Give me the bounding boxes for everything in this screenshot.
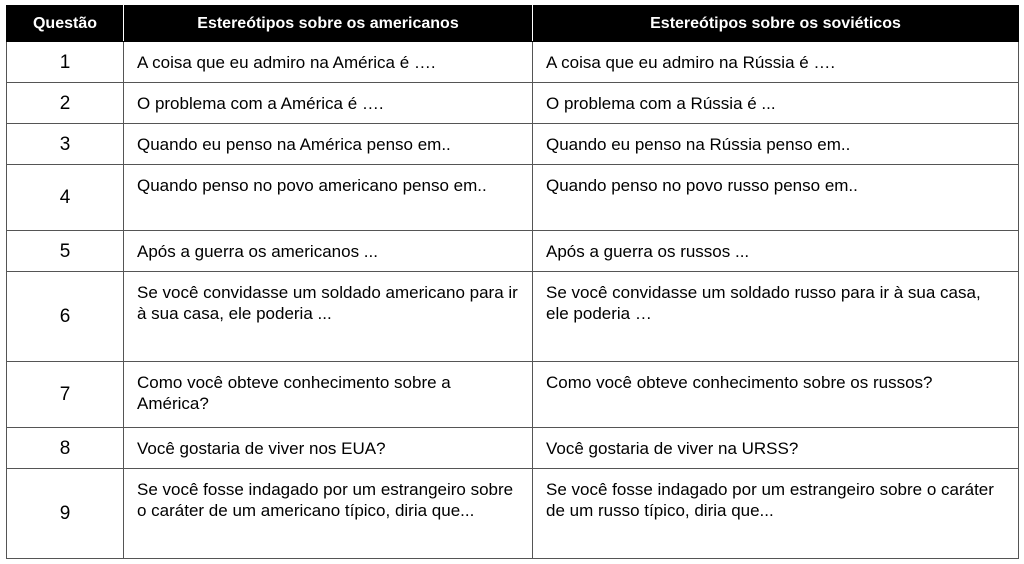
american-stereotype-cell: Se você convidasse um soldado americano para ir à sua casa, ele poderia ... [124,272,533,362]
table-row [7,124,1019,165]
american-stereotype-cell: O problema com a América é …. [124,83,533,124]
header-soviet-stereotypes: Estereótipos sobre os soviéticos [533,6,1019,42]
table-row [7,428,1019,469]
american-stereotype-cell: A coisa que eu admiro na América é …. [124,42,533,83]
question-number: 9 [7,469,124,559]
soviet-stereotype-cell: Se você fosse indagado por um estrangeiro sobre o caráter de um russo típico, diria que... [533,469,1019,559]
soviet-stereotype-cell: A coisa que eu admiro na Rússia é …. [533,42,1019,83]
question-number: 3 [7,124,124,165]
question-number: 5 [7,231,124,272]
question-number: 6 [7,272,124,362]
table-row [7,469,1019,559]
soviet-stereotype-cell: Quando penso no povo russo penso em.. [533,165,1019,231]
american-stereotype-cell: Como você obteve conhecimento sobre a América? [124,362,533,428]
table-row [7,231,1019,272]
table-header-row [7,6,1019,42]
question-number: 1 [7,42,124,83]
soviet-stereotype-cell: Se você convidasse um soldado russo para ir à sua casa, ele poderia … [533,272,1019,362]
header-american-stereotypes: Estereótipos sobre os americanos [124,6,533,42]
soviet-stereotype-cell: Como você obteve conhecimento sobre os russos? [533,362,1019,428]
american-stereotype-cell: Se você fosse indagado por um estrangeiro sobre o caráter de um americano típico, diria que... [124,469,533,559]
american-stereotype-cell: Você gostaria de viver nos EUA? [124,428,533,469]
question-number: 7 [7,362,124,428]
soviet-stereotype-cell: Quando eu penso na Rússia penso em.. [533,124,1019,165]
table-row [7,42,1019,83]
table-row [7,272,1019,362]
american-stereotype-cell: Quando penso no povo americano penso em.. [124,165,533,231]
question-number: 2 [7,83,124,124]
question-number: 8 [7,428,124,469]
question-number: 4 [7,165,124,231]
table-row [7,362,1019,428]
american-stereotype-cell: Após a guerra os americanos ... [124,231,533,272]
soviet-stereotype-cell: O problema com a Rússia é ... [533,83,1019,124]
stereotypes-table [6,5,1019,559]
soviet-stereotype-cell: Após a guerra os russos ... [533,231,1019,272]
header-question: Questão [7,6,124,42]
american-stereotype-cell: Quando eu penso na América penso em.. [124,124,533,165]
table-row [7,165,1019,231]
table-row [7,83,1019,124]
soviet-stereotype-cell: Você gostaria de viver na URSS? [533,428,1019,469]
